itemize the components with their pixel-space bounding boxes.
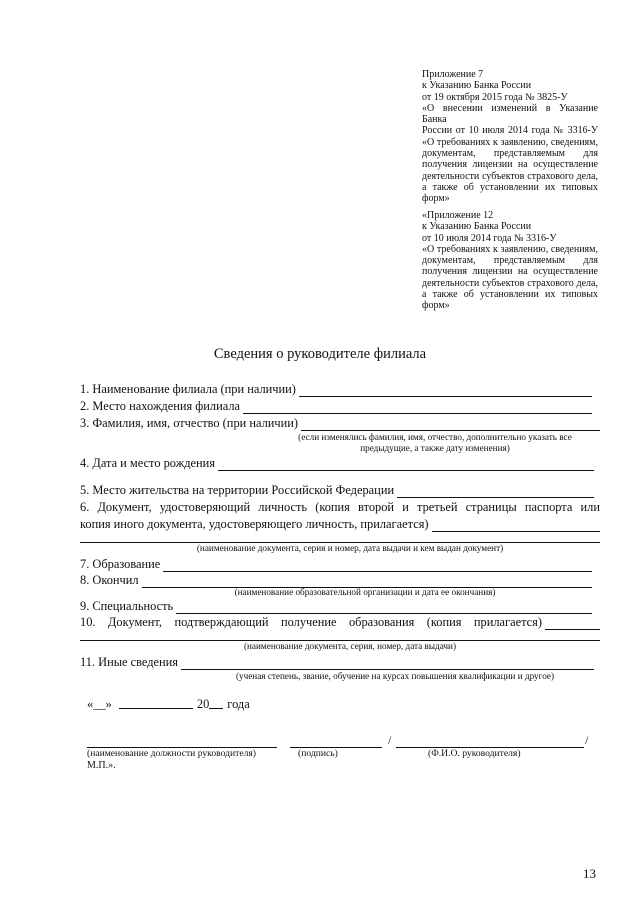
field-graduated xyxy=(80,573,600,588)
fill-line[interactable] xyxy=(176,602,592,614)
note-line: предыдущие, а также дату изменения) xyxy=(360,443,510,453)
field-branch-name xyxy=(80,382,600,397)
date-year-prefix: 20 xyxy=(196,697,210,711)
other-info-note: (ученая степень, звание, обучение на курсах повышения квалификации и другое) xyxy=(235,671,555,681)
header-line: форм» xyxy=(422,300,450,312)
field-education-document xyxy=(80,615,600,630)
header-line: получения лицензии на осуществление xyxy=(422,159,598,171)
field-branch-location xyxy=(80,399,600,414)
field-label: копия иного документа, удостоверяющего личность, прилагается) xyxy=(80,517,429,531)
header-line: получения лицензии на осуществление xyxy=(422,266,598,278)
full-name-note xyxy=(270,432,600,454)
field-label: 7. Образование xyxy=(80,557,161,571)
header-line: «О требованиях к заявлению, сведениям, xyxy=(422,136,598,148)
field-birth-date-place xyxy=(80,456,600,471)
date-open-quote: « xyxy=(87,697,94,711)
header-line: Приложение 7 xyxy=(422,69,484,80)
header-line: документам, представляемым для xyxy=(422,148,598,160)
header-line: а также об установлении их типовых xyxy=(422,289,598,301)
slash: / xyxy=(388,733,392,747)
header-line: «Приложение 12 xyxy=(422,210,494,221)
field-label: 1. Наименование филиала (при наличии) xyxy=(80,382,296,396)
header-line: от 10 июля 2014 года № 3316-У xyxy=(422,232,557,244)
fill-line[interactable] xyxy=(397,486,594,498)
field-id-document-cont xyxy=(80,517,600,532)
graduated-note: (наименование образовательной организации и дата ее окончания) xyxy=(234,587,496,597)
field-label: 6. Документ, удостоверяющий личность (копия второй и третьей страницы паспорта или xyxy=(80,500,600,514)
fill-line[interactable] xyxy=(243,402,592,414)
field-other-info xyxy=(80,655,600,670)
field-residence xyxy=(80,483,600,498)
header-line: к Указанию Банка России xyxy=(422,221,532,233)
fill-line[interactable] xyxy=(181,658,594,670)
fill-line[interactable] xyxy=(163,560,592,572)
date-close-quote: » xyxy=(105,697,112,711)
header-line: от 19 октября 2015 года № 3825-У xyxy=(422,91,568,103)
field-id-document xyxy=(80,500,600,515)
fill-line[interactable] xyxy=(545,618,600,630)
fill-line[interactable] xyxy=(301,419,600,431)
header-line: документам, представляемым для xyxy=(422,255,598,267)
field-label: 3. Фамилия, имя, отчество (при наличии) xyxy=(80,416,299,430)
header-line: деятельности субъектов страхового дела, xyxy=(422,170,598,182)
field-label: 4. Дата и место рождения xyxy=(80,456,216,470)
date-month-line[interactable] xyxy=(119,708,193,709)
date-day[interactable]: __ xyxy=(93,697,106,711)
fill-line[interactable] xyxy=(432,520,600,532)
fill-line[interactable] xyxy=(218,459,594,471)
field-label: 2. Место нахождения филиала xyxy=(80,399,241,413)
position-caption: (наименование должности руководителя) xyxy=(87,748,256,759)
field-label: 9. Специальность xyxy=(80,599,174,613)
education-document-note: (наименование документа, серия, номер, дата выдачи) xyxy=(243,641,457,651)
date-line xyxy=(87,697,250,712)
field-label: 10. Документ, подтверждающий получение образования (копия прилагается) xyxy=(80,615,542,629)
header-line: деятельности субъектов страхового дела, xyxy=(422,277,598,289)
field-label: 5. Место жительства на территории Российской Федерации xyxy=(80,483,395,497)
header-line: «О внесении изменений в Указание Банка xyxy=(422,102,598,126)
page-title: Сведения о руководителе филиала xyxy=(213,346,427,362)
date-year-line[interactable] xyxy=(209,708,223,709)
fill-line[interactable] xyxy=(299,385,592,397)
header-line: «О требованиях к заявлению, сведениям, xyxy=(422,243,598,255)
appendix-7-header xyxy=(422,69,598,205)
field-label: 8. Окончил xyxy=(80,573,139,587)
date-year-suffix: года xyxy=(227,697,250,711)
note-line: (если изменялись фамилия, имя, отчество, дополнительно указать все xyxy=(298,432,572,442)
page-number: 13 xyxy=(583,866,596,881)
signature-caption: (подпись) xyxy=(298,748,338,759)
field-full-name xyxy=(80,416,600,431)
header-line: России от 10 июля 2014 года № 3316-У xyxy=(422,125,598,137)
name-caption: (Ф.И.О. руководителя) xyxy=(428,748,521,759)
slash: / xyxy=(585,733,589,747)
field-label: 11. Иные сведения xyxy=(80,655,179,669)
header-line: к Указанию Банка России xyxy=(422,80,532,92)
field-specialty xyxy=(80,599,600,614)
stamp-label: М.П.». xyxy=(87,760,116,771)
appendix-12-header xyxy=(422,210,598,312)
field-education xyxy=(80,557,600,572)
header-line: форм» xyxy=(422,193,450,205)
header-line: а также об установлении их типовых xyxy=(422,181,598,193)
id-document-note: (наименование документа, серия и номер, дата выдачи и кем выдан документ) xyxy=(196,543,504,553)
